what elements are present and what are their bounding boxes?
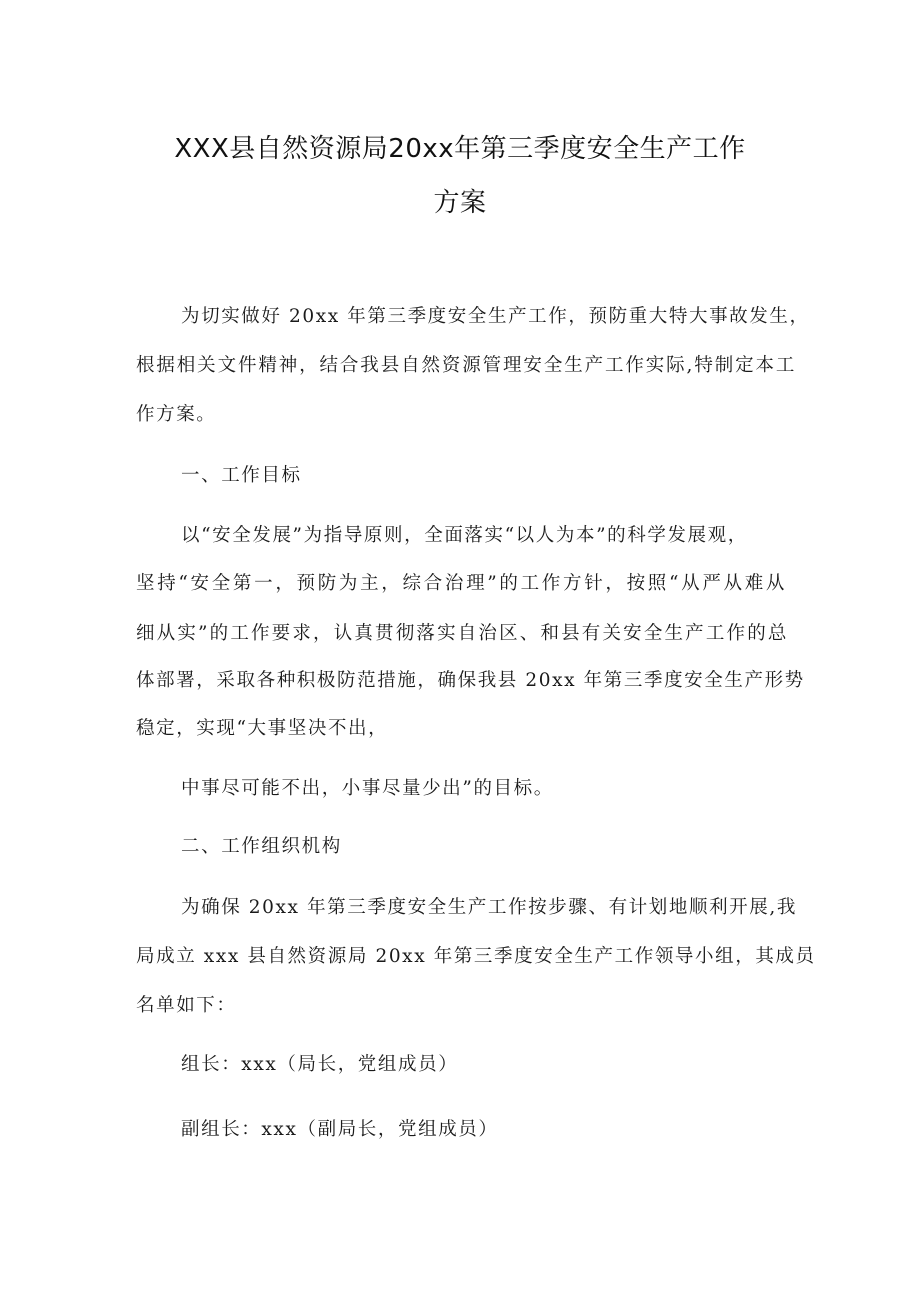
- section-2-paragraph-line-3: 名单如下：: [136, 995, 237, 1016]
- deputy-leader-entry: 副组长：xxx（副局长，党组成员）: [181, 1119, 499, 1140]
- section-1-continuation: 中事尽可能不出，小事尽量少出”的目标。: [181, 778, 554, 799]
- intro-paragraph-line-3: 作方案。: [136, 404, 217, 425]
- leader-entry: 组长：xxx（局长，党组成员）: [181, 1054, 459, 1075]
- section-2-paragraph-line-1: 为确保 20xx 年第三季度安全生产工作按步骤、有计划地顺利开展,我: [181, 897, 797, 918]
- section-1-paragraph-line-2: 坚持“安全第一，预防为主，综合治理”的工作方针，按照“从严从难从: [136, 573, 786, 594]
- section-2-heading: 二、工作组织机构: [181, 836, 342, 857]
- section-1-paragraph-line-4: 体部署，采取各种积极防范措施，确保我县 20xx 年第三季度安全生产形势: [136, 670, 805, 691]
- section-1-heading: 一、工作目标: [181, 465, 302, 486]
- section-1-paragraph-line-1: 以“安全发展”为指导原则，全面落实“以人为本”的科学发展观，: [181, 525, 748, 546]
- document-title-line-1: XXX县自然资源局20xx年第三季度安全生产工作: [174, 134, 746, 164]
- intro-paragraph-line-2: 根据相关文件精神，结合我县自然资源管理安全生产工作实际,特制定本工: [136, 355, 796, 376]
- section-1-paragraph-line-5: 稳定，实现“大事坚决不出，: [136, 718, 389, 739]
- document-title-line-2: 方案: [433, 188, 487, 218]
- intro-paragraph-line-1: 为切实做好 20xx 年第三季度安全生产工作，预防重大特大事故发生，: [181, 306, 810, 327]
- section-2-paragraph-line-2: 局成立 xxx 县自然资源局 20xx 年第三季度安全生产工作领导小组，其成员: [136, 946, 816, 967]
- section-1-paragraph-line-3: 细从实”的工作要求，认真贯彻落实自治区、和县有关安全生产工作的总: [136, 623, 788, 644]
